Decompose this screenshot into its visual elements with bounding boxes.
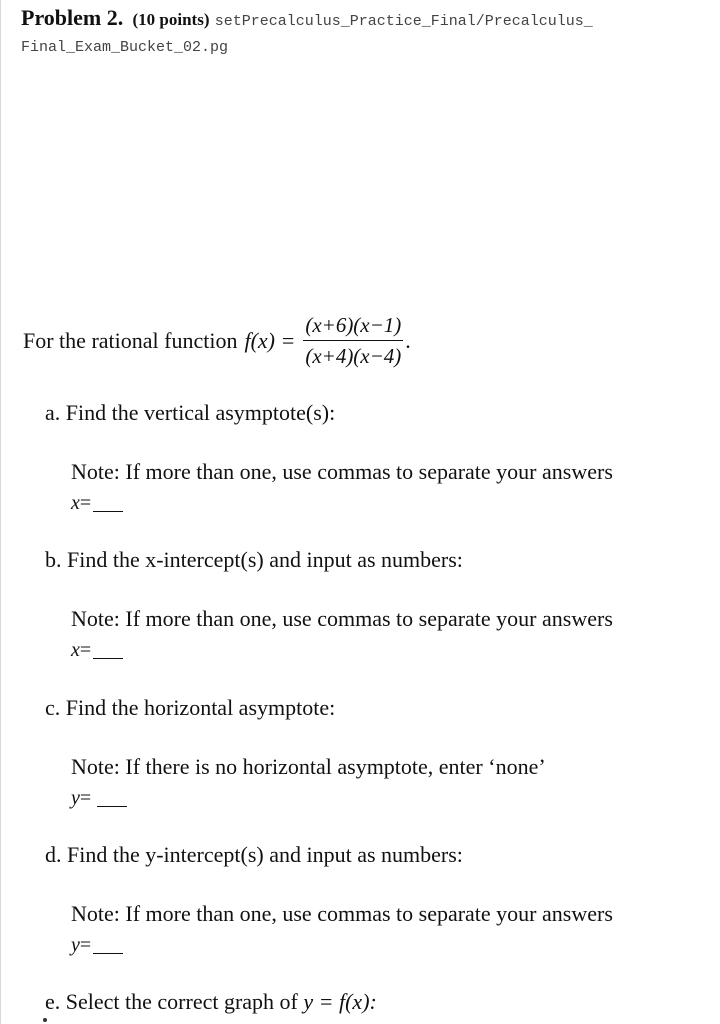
part-c-label: c. Find the horizontal asymptote: bbox=[45, 695, 336, 720]
part-b-label: b. Find the x-intercept(s) and input as numbers: bbox=[45, 547, 463, 572]
part-c-answer[interactable] bbox=[71, 787, 127, 810]
part-d-answer-eq: = bbox=[79, 934, 92, 956]
part-c-answer-input[interactable] bbox=[97, 805, 127, 807]
part-d-note: Note: If more than one, use commas to separate your answers bbox=[71, 901, 613, 926]
problem-points: (10 points) bbox=[132, 10, 210, 29]
problem-path-part2: Final_Exam_Bucket_02.pg bbox=[21, 39, 229, 56]
part-d-answer-input[interactable] bbox=[93, 952, 123, 954]
part-d-answer[interactable] bbox=[71, 934, 123, 957]
part-a-answer[interactable] bbox=[71, 492, 123, 515]
function-fraction bbox=[303, 312, 403, 369]
function-statement bbox=[23, 312, 411, 369]
part-e-label bbox=[45, 989, 377, 1015]
part-a-label: a. Find the vertical asymptote(s): bbox=[45, 400, 336, 425]
function-denominator: (x+4)(x−4) bbox=[305, 344, 402, 368]
part-c-answer-eq: = bbox=[79, 787, 92, 809]
part-c-note: Note: If there is no horizontal asymptote, enter ‘none’ bbox=[71, 754, 546, 779]
part-a-note: Note: If more than one, use commas to separate your answers bbox=[71, 459, 613, 484]
part-a-answer-input[interactable] bbox=[93, 510, 123, 512]
part-c-answer-var: y bbox=[71, 787, 80, 809]
part-b-answer[interactable] bbox=[71, 639, 123, 662]
part-a-answer-var: x bbox=[71, 492, 80, 514]
part-b-answer-var: x bbox=[71, 639, 80, 661]
intro-text: For the rational function bbox=[23, 327, 238, 353]
bottom-bullet-mark bbox=[43, 1018, 47, 1022]
part-e-label-text: e. Select the correct graph of bbox=[45, 989, 298, 1014]
problem-path-part1: setPrecalculus_Practice_Final/Precalculus_ bbox=[214, 13, 593, 30]
part-b-note: Note: If more than one, use commas to separate your answers bbox=[71, 606, 613, 631]
function-numerator: (x+6)(x−1) bbox=[303, 312, 403, 341]
part-d-label: d. Find the y-intercept(s) and input as numbers: bbox=[45, 842, 463, 867]
problem-title: Problem 2. bbox=[21, 5, 124, 30]
problem-header bbox=[21, 4, 701, 58]
function-lhs: f(x) = bbox=[244, 327, 296, 353]
part-a-answer-eq: = bbox=[79, 492, 92, 514]
function-period: . bbox=[405, 327, 411, 353]
part-b-answer-eq: = bbox=[79, 639, 92, 661]
problem-title-line bbox=[21, 4, 701, 36]
part-e-label-math: y = f(x): bbox=[303, 989, 377, 1014]
part-d-answer-var: y bbox=[71, 934, 80, 956]
part-b-answer-input[interactable] bbox=[93, 657, 123, 659]
